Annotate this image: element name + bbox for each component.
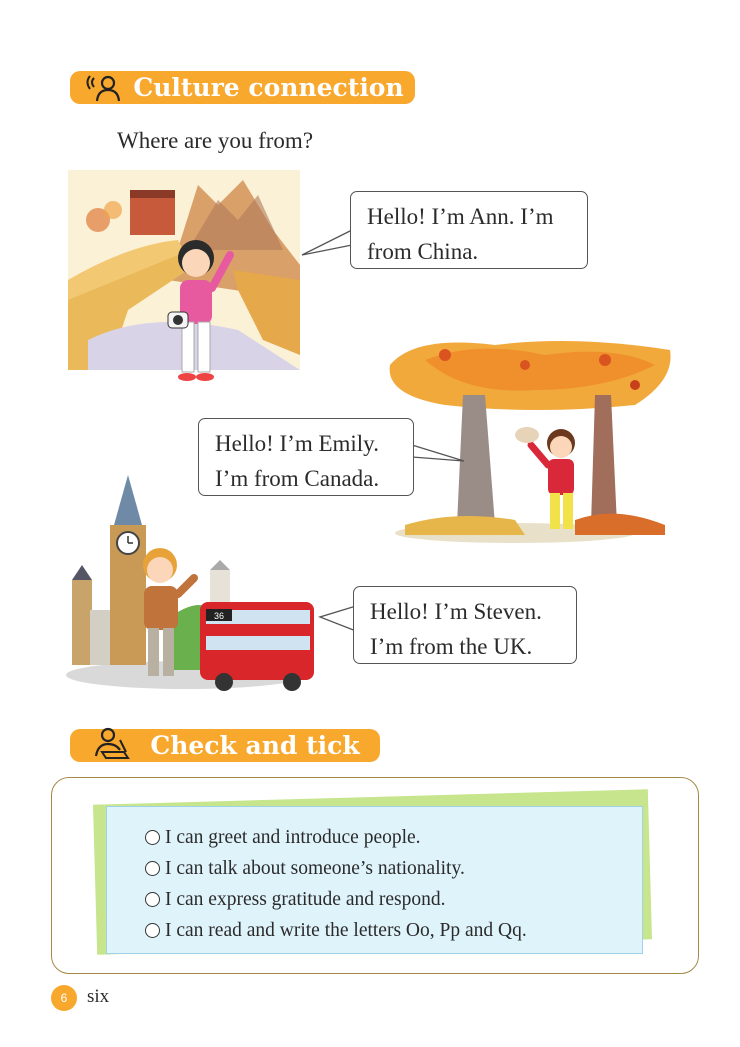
- culture-connection-banner: [70, 71, 415, 104]
- self-check-list: [145, 822, 527, 946]
- check-item-text: I can greet and introduce people.: [165, 827, 421, 848]
- bubble-tail-emily: [410, 441, 466, 465]
- steven-line-2: I’m from the UK.: [370, 634, 533, 659]
- ann-line-2: from China.: [367, 239, 479, 264]
- section-question: Where are you from?: [117, 128, 314, 153]
- check-item[interactable]: [145, 853, 527, 884]
- emily-line-1: Hello! I’m Emily.: [215, 431, 379, 456]
- bubble-tail-ann: [300, 228, 354, 258]
- check-and-tick-title: Check and tick: [150, 731, 360, 760]
- check-item[interactable]: [145, 915, 527, 946]
- speech-bubble-steven: [353, 586, 577, 664]
- steven-line-1: Hello! I’m Steven.: [370, 599, 542, 624]
- emily-line-2: I’m from Canada.: [215, 466, 380, 491]
- check-item-text: I can read and write the letters Oo, Pp and Qq.: [165, 920, 527, 941]
- check-item[interactable]: [145, 822, 527, 853]
- tick-circle-icon[interactable]: [145, 861, 160, 876]
- london-illustration: [66, 470, 318, 699]
- tick-circle-icon[interactable]: [145, 892, 160, 907]
- culture-connection-title: Culture connection: [133, 73, 404, 102]
- page-number-badge: 6: [51, 985, 77, 1011]
- great-wall-illustration: [68, 170, 308, 389]
- bus-route-number: 36: [213, 611, 225, 621]
- bubble-tail-steven: [318, 603, 358, 635]
- page-number-word: six: [87, 986, 110, 1007]
- tick-circle-icon[interactable]: [145, 923, 160, 938]
- check-item-text: I can talk about someone’s nationality.: [165, 858, 465, 879]
- ann-line-1: Hello! I’m Ann. I’m: [367, 204, 554, 229]
- tick-circle-icon[interactable]: [145, 830, 160, 845]
- speech-bubble-ann: [350, 191, 588, 269]
- check-and-tick-banner: [70, 729, 380, 762]
- check-item[interactable]: [145, 884, 527, 915]
- check-item-text: I can express gratitude and respond.: [165, 889, 446, 910]
